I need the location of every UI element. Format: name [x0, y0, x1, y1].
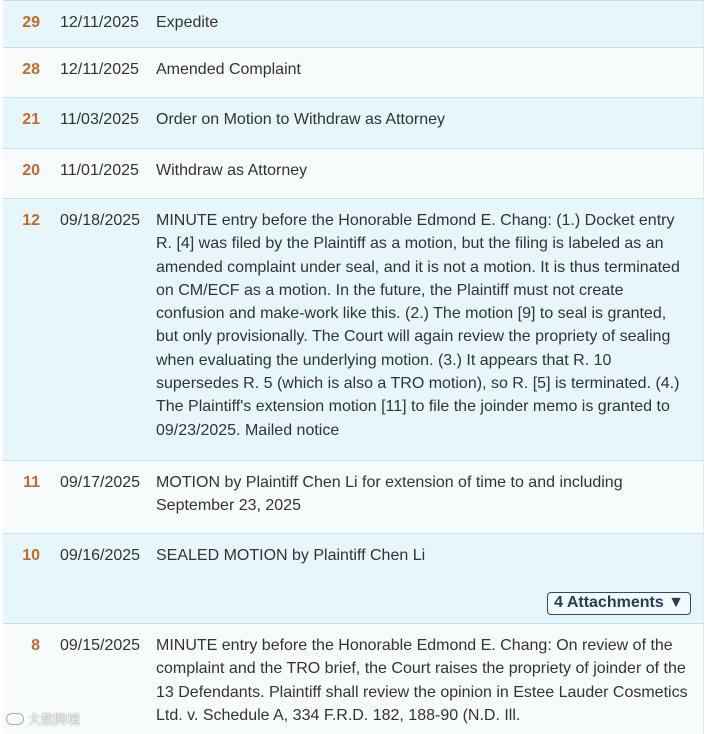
- docket-text: Withdraw as Attorney: [156, 162, 308, 179]
- docket-text: SEALED MOTION by Plaintiff Chen Li: [156, 547, 426, 564]
- docket-date: 12/11/2025: [60, 61, 139, 78]
- docket-text: MINUTE entry before the Honorable Edmond E. Chang: (1.) Docket entry R. [4] was filed by the Plaintiff as a motion, but the filing is labeled as an amended complaint under seal, and it is not a motion. It is thus terminated on CM/ECF as a motion. In the future, the Plaintiff must not create confusion and make-work like this. (2.) The motion [9] to seal is granted, but only provisionally. The Court will again review the propriety of sealing when evaluating the underlying motion. (3.) It appears that R. 10 supersedes R. 5 (which is also a TRO motion), so R. [5] is terminated. (4.) The Plaintiff's extension motion [11] to file the joinder memo is granted to 09/23/2025. Mailed notice: [156, 212, 680, 439]
- docket-date: 11/01/2025: [60, 162, 139, 179]
- docket-number: 21: [22, 111, 40, 128]
- docket-number: 12: [22, 212, 40, 229]
- docket-date: 09/15/2025: [60, 637, 141, 654]
- docket-date: 09/17/2025: [60, 474, 141, 491]
- docket-text: MINUTE entry before the Honorable Edmond E. Chang: On review of the complaint and the TRO brief, the Court raises the propriety of joinder of the 13 Defendants. Plaintiff shall review the opinion in Estee Lauder Cosmetics Ltd. v. Schedule A, 334 F.R.D. 182, 188-90 (N.D. Ill.: [156, 637, 688, 724]
- watermark-text: 大数跨境: [28, 712, 81, 727]
- attachments-toggle-button[interactable]: 4 Attachments ▼: [547, 592, 691, 615]
- docket-number: 11: [23, 474, 40, 491]
- docket-entries-table: [3, 0, 704, 734]
- docket-date: 11/03/2025: [60, 111, 139, 128]
- docket-row: [3, 198, 703, 460]
- docket-number: 29: [22, 14, 40, 31]
- docket-number: 20: [22, 162, 40, 179]
- docket-date: 12/11/2025: [60, 14, 139, 31]
- docket-row: [3, 460, 703, 533]
- docket-row: [3, 0, 703, 47]
- docket-text: Order on Motion to Withdraw as Attorney: [156, 111, 446, 128]
- docket-row: [3, 47, 703, 97]
- docket-row: [3, 97, 703, 148]
- watermark-logo-icon: [6, 713, 24, 725]
- docket-date: 09/16/2025: [60, 547, 141, 564]
- watermark: [6, 709, 80, 728]
- docket-text: Expedite: [156, 14, 219, 31]
- docket-number: 8: [31, 637, 40, 654]
- docket-row: [3, 623, 703, 734]
- docket-date: 09/18/2025: [60, 212, 141, 229]
- docket-text: MOTION by Plaintiff Chen Li for extension of time to and including September 23, 2025: [156, 474, 623, 515]
- docket-row: [3, 148, 703, 198]
- docket-row: [3, 533, 703, 623]
- docket-text: Amended Complaint: [156, 61, 301, 78]
- docket-number: 10: [22, 547, 40, 564]
- docket-number: 28: [22, 61, 40, 78]
